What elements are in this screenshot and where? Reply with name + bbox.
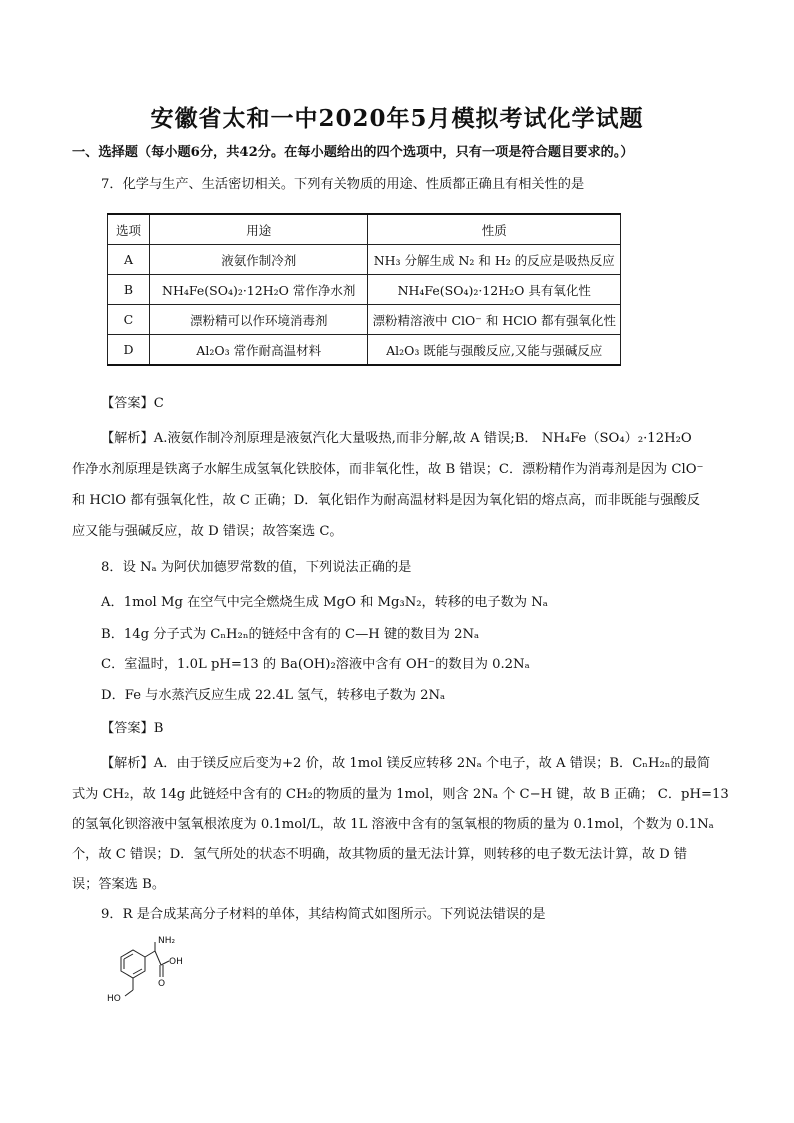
q7-analysis-line: 【解析】A.液氨作制冷剂原理是液氨汽化大量吸热,而非分解,故 A 错误;B． NH₄Fe（SO₄）₂·12H₂O: [101, 431, 692, 446]
table-cell: B: [108, 275, 150, 305]
table-cell: NH₃ 分解生成 N₂ 和 H₂ 的反应是吸热反应: [368, 245, 621, 275]
q7-analysis-line: 应又能与强碱反应，故 D 错误；故答案选 C。: [72, 524, 343, 539]
q7-analysis-line: 和 HClO 都有强氧化性，故 C 正确；D．氧化铝作为耐高温材料是因为氧化铝的熔点高，而非既能与强酸反: [72, 493, 700, 508]
table-cell: NH₄Fe(SO₄)₂·12H₂O 具有氧化性: [368, 275, 621, 305]
table-header-row: [108, 214, 621, 245]
q9-stem: 9．R 是合成某高分子材料的单体，其结构简式如图所示。下列说法错误的是: [101, 907, 546, 922]
page-title: 安徽省太和一中2020年5月模拟考试化学试题: [150, 105, 644, 132]
q7-answer: 【答案】C: [101, 396, 164, 411]
section-heading: 一、选择题（每小题6分，共42分。在每小题给出的四个选项中，只有一项是符合题目要求的。）: [72, 145, 634, 160]
q8-stem: 8．设 Nₐ 为阿伏加德罗常数的值，下列说法正确的是: [101, 560, 412, 575]
c-to-oh-bond: [161, 961, 169, 965]
table-cell: 漂粉精可以作环境消毒剂: [149, 305, 368, 335]
ho-label: HO: [107, 994, 121, 1004]
q8-option-b: B．14g 分子式为 CₙH₂ₙ的链烃中含有的 C—H 键的数目为 2Nₐ: [101, 627, 480, 642]
table-header-cell: 选项: [108, 214, 150, 245]
table-cell: C: [108, 305, 150, 335]
ch2-to-oh-bond: [125, 990, 133, 996]
o-label: O: [158, 979, 166, 989]
table-cell: Al₂O₃ 既能与强酸反应,又能与强碱反应: [368, 335, 621, 366]
q8-analysis-line: 个，故 C 错误；D．氢气所处的状态不明确，故其物质的量无法计算，则转移的电子数无法计算，故 D 错: [72, 847, 688, 862]
q8-analysis-line: 误；答案选 B。: [72, 877, 166, 892]
nh2-label: NH₂: [158, 936, 176, 946]
q8-option-a: A．1mol Mg 在空气中完全燃烧生成 MgO 和 Mg₃N₂，转移的电子数为 Nₐ: [101, 595, 548, 610]
table-row: [108, 335, 621, 366]
ch-to-c-bond: [155, 951, 161, 965]
q8-answer: 【答案】B: [101, 721, 164, 736]
table-header-cell: 性质: [368, 214, 621, 245]
table-row: [108, 275, 621, 305]
table-cell: 液氨作制冷剂: [149, 245, 368, 275]
q9-molecule-structure: [105, 935, 195, 1015]
q7-analysis-line: 作净水剂原理是铁离子水解生成氢氧化铁胶体，而非氧化性，故 B 错误；C．漂粉精作为消毒剂是因为 ClO⁻: [72, 462, 704, 477]
oh-label: OH: [169, 957, 183, 967]
q7-options-table: [107, 213, 621, 366]
q8-option-d: D．Fe 与水蒸汽反应生成 22.4L 氢气，转移电子数为 2Nₐ: [101, 688, 446, 703]
table-cell: D: [108, 335, 150, 366]
q8-option-c: C．室温时，1.0L pH=13 的 Ba(OH)₂溶液中含有 OH⁻的数目为 0.2Nₐ: [101, 657, 530, 672]
table-cell: NH₄Fe(SO₄)₂·12H₂O 常作净水剂: [149, 275, 368, 305]
q8-analysis-line: 式为 CH₂，故 14g 此链烃中含有的 CH₂的物质的量为 1mol，则含 2Nₐ 个 C−H 键，故 B 正确； C．pH=13: [72, 787, 729, 802]
q8-analysis-line: 【解析】A．由于镁反应后变为+2 价，故 1mol 镁反应转移 2Nₐ 个电子，故 A 错误；B．CₙH₂ₙ的最简: [101, 756, 711, 771]
table-row: [108, 245, 621, 275]
q7-stem: 7．化学与生产、生活密切相关。下列有关物质的用途、性质都正确且有相关性的是: [101, 177, 585, 192]
table-cell: 漂粉精溶液中 ClO⁻ 和 HClO 都有强氧化性: [368, 305, 621, 335]
table-row: [108, 305, 621, 335]
q8-analysis-line: 的氢氧化钡溶液中氢氧根浓度为 0.1mol/L，故 1L 溶液中含有的氢氧根的物质的量为 0.1mol，个数为 0.1Nₐ: [72, 817, 714, 832]
ring-to-ch-bond: [145, 951, 155, 957]
table-cell: A: [108, 245, 150, 275]
table-cell: Al₂O₃ 常作耐高温材料: [149, 335, 368, 366]
table-header-cell: 用途: [149, 214, 368, 245]
